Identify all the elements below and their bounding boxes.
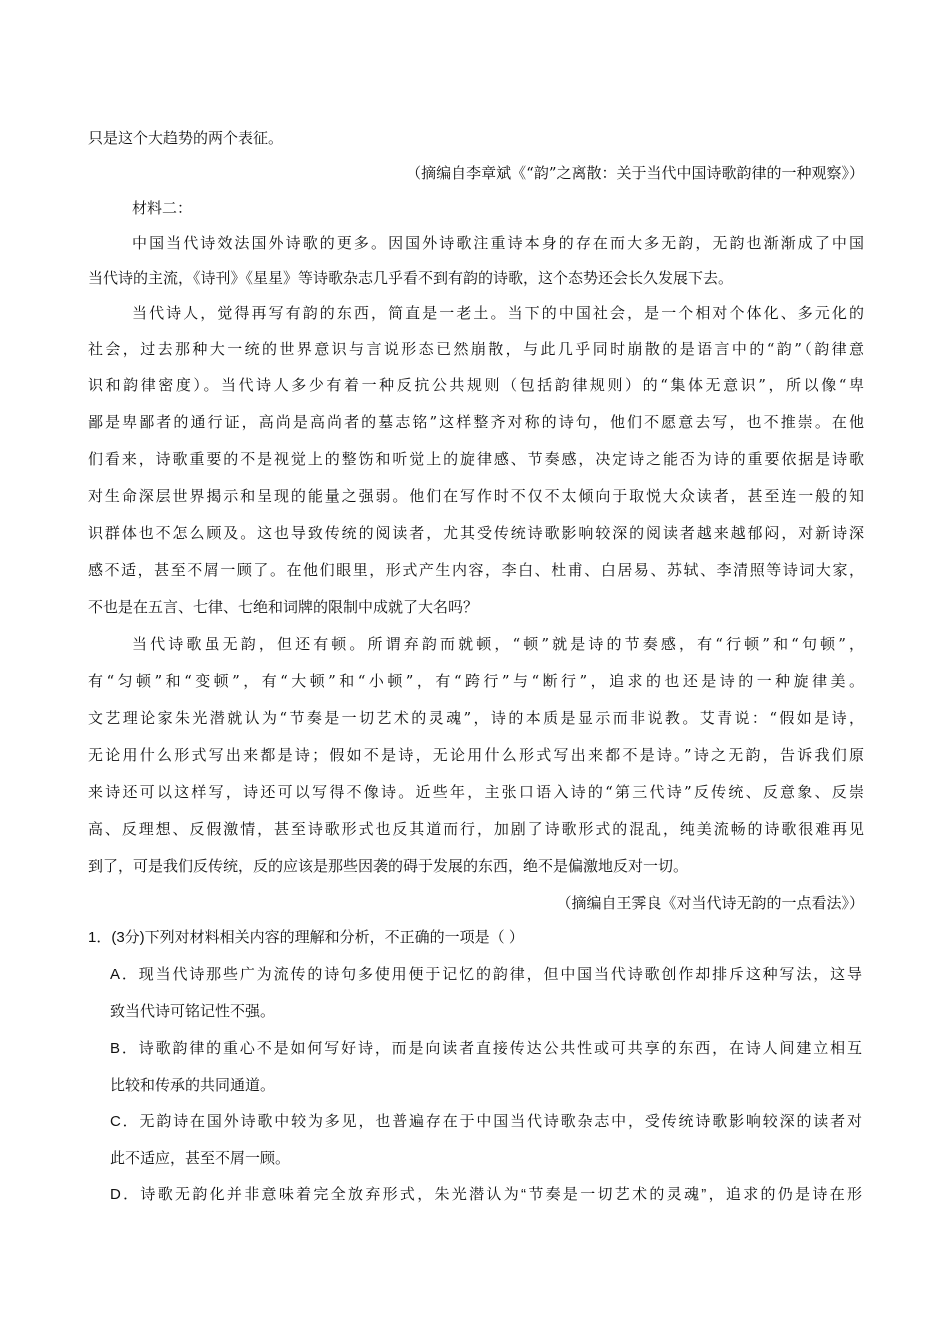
paragraph-line: 感不适，甚至不屑一顾了。在他们眼里，形式产生内容，李白、杜甫、白居易、苏轼、李清照等诗词大家， xyxy=(88,561,864,579)
paragraph-line: 无论用什么形式写出来都是诗；假如不是诗，无论用什么形式写出来都不是诗。”诗之无韵，告诉我们原 xyxy=(88,746,864,764)
option-b-line1: B．诗歌韵律的重心不是如何写好诗，而是向读者直接传达公共性或可共享的东西，在诗人间建立相互 xyxy=(110,1040,862,1057)
citation-material2: （摘编自王霁良《对当代诗无韵的一点看法》） xyxy=(556,894,864,912)
option-a-line2: 致当代诗可铭记性不强。 xyxy=(110,1003,276,1020)
paragraph-line: 当代诗歌虽无韵，但还有顿。所谓弃韵而就顿，“顿”就是诗的节奏感，有“行顿”和“句顿”， xyxy=(132,635,864,653)
option-b-line2: 比较和传承的共同通道。 xyxy=(110,1077,276,1094)
paragraph-line: 中国当代诗效法国外诗歌的更多。因国外诗歌注重诗本身的存在而大多无韵，无韵也渐渐成了中国 xyxy=(132,234,864,252)
paragraph-line: 对生命深层世界揭示和呈现的能量之强弱。他们在写作时不仅不太倾向于取悦大众读者，甚至连一般的知 xyxy=(88,487,864,505)
option-d-line1: D．诗歌无韵化并非意味着完全放弃形式，朱光潜认为“节奏是一切艺术的灵魂”，追求的仍是诗在形 xyxy=(110,1186,862,1203)
paragraph-line: 不也是在五言、七律、七绝和词牌的限制中成就了大名吗？ xyxy=(88,598,479,616)
paragraph-line: 当代诗人，觉得再写有韵的东西，简直是一老土。当下的中国社会，是一个相对个体化、多元化的 xyxy=(132,304,864,322)
paragraph-line: 高、反理想、反假激情，甚至诗歌形式也反其道而行，加剧了诗歌形式的混乱，纯美流畅的诗歌很难再见 xyxy=(88,820,864,838)
paragraph-line: 社会，过去那种大一统的世界意识与言说形态已然崩散，与此几乎同时崩散的是语言中的“韵”（韵律意 xyxy=(88,340,864,358)
paragraph-line: 文艺理论家朱光潜就认为“节奏是一切艺术的灵魂”，诗的本质是显示而非说教。艾青说：“假如是诗， xyxy=(88,709,864,727)
option-c-line2: 此不适应，甚至不屑一顾。 xyxy=(110,1150,291,1167)
citation-material1: （摘编自李章斌《“韵”之离散：关于当代中国诗歌韵律的一种观察》） xyxy=(406,164,864,182)
paragraph-line: 当代诗的主流，《诗刊》《星星》等诗歌杂志几乎看不到有韵的诗歌，这个态势还会长久发展下去。 xyxy=(88,269,734,287)
paragraph-line: 识和韵律密度）。当代诗人多少有着一种反抗公共规则（包括韵律规则）的“集体无意识”，所以像“卑 xyxy=(88,376,864,394)
material2-heading: 材料二： xyxy=(132,199,193,217)
paragraph-line: 只是这个大趋势的两个表征。 xyxy=(88,129,284,147)
paragraph-line: 有“匀顿”和“变顿”，有“大顿”和“小顿”，有“跨行”与“断行”，追求的也还是诗的一种旋律美。 xyxy=(88,672,864,690)
paragraph-line: 鄙是卑鄙者的通行证，高尚是高尚者的墓志铭”这样整齐对称的诗句，他们不愿意去写，也不推崇。在他 xyxy=(88,413,864,431)
paragraph-line: 们看来，诗歌重要的不是视觉上的整饬和听觉上的旋律感、节奏感，决定诗之能否为诗的重要依据是诗歌 xyxy=(88,450,864,468)
option-c-line1: C．无韵诗在国外诗歌中较为多见，也普遍存在于中国当代诗歌杂志中，受传统诗歌影响较深的读者对 xyxy=(110,1113,862,1130)
paragraph-line: 到了，可是我们反传统，反的应该是那些因袭的碍于发展的东西，绝不是偏激地反对一切。 xyxy=(88,857,689,875)
question-stem: 1．(3分)下列对材料相关内容的理解和分析，不正确的一项是（ ） xyxy=(88,929,524,946)
paragraph-line: 识群体也不怎么顾及。这也导致传统的阅读者，尤其受传统诗歌影响较深的阅读者越来越郁闷，对新诗深 xyxy=(88,524,864,542)
option-a-line1: A．现当代诗那些广为流传的诗句多使用便于记忆的韵律，但中国当代诗歌创作却排斥这种写法，这导 xyxy=(110,966,862,983)
paragraph-line: 来诗还可以这样写，诗还可以写得不像诗。近些年，主张口语入诗的“第三代诗”反传统、反意象、反崇 xyxy=(88,783,864,801)
